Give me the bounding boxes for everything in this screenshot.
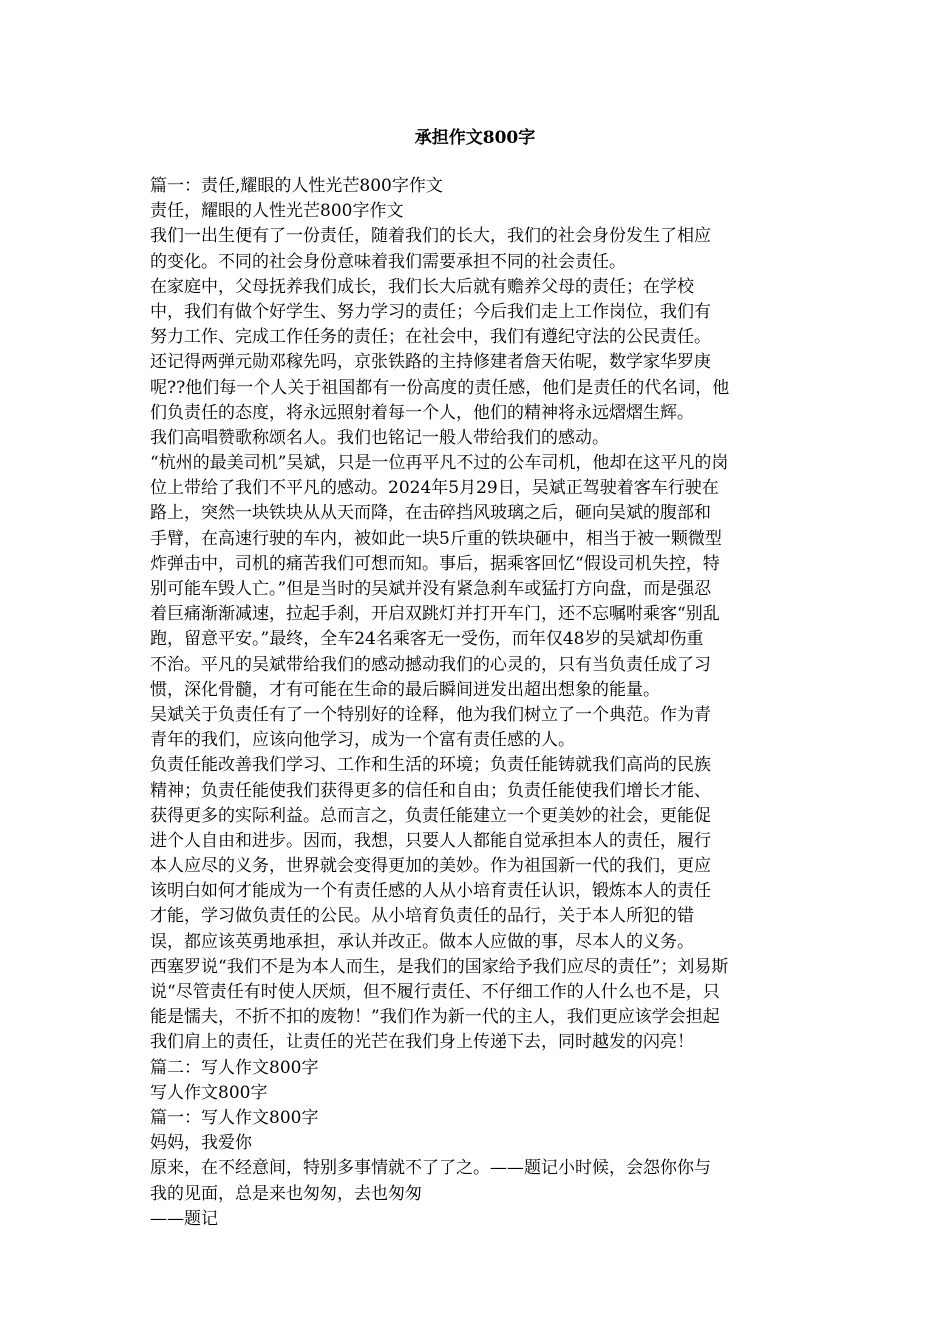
document-body (150, 174, 802, 1232)
text-line: 责任，耀眼的人性光芒800字作文 (150, 201, 404, 222)
text-line: 该明白如何才能成为一个有责任感的人从小培育责任认识，锻炼本人的责任 (150, 881, 711, 902)
text-line: 炸弹击中，司机的痛苦我们可想而知。事后，据乘客回忆“假设司机失控，特 (150, 553, 720, 574)
text-line: 的变化。不同的社会身份意味着我们需要承担不同的社会责任。 (150, 251, 626, 272)
text-line: “杭州的最美司机”吴斌，只是一位再平凡不过的公车司机，他却在这平凡的岗 (150, 453, 729, 474)
text-line: 我们高唱赞歌称颂名人。我们也铭记一般人带给我们的感动。 (150, 427, 609, 448)
text-line: 青年的我们，应该向他学习，成为一个富有责任感的人。 (150, 730, 575, 751)
text-line: 中，我们有做个好学生、努力学习的责任；今后我们走上工作岗位，我们有 (150, 301, 711, 322)
text-line: 别可能车毁人亡。”但是当时的吴斌并没有紧急刹车或猛打方向盘，而是强忍 (150, 579, 712, 599)
text-line: ——题记 (150, 1208, 218, 1229)
section-heading: 篇二：写人作文800字 (150, 1057, 319, 1078)
text-line: 写人作文800字 (150, 1082, 268, 1103)
text-line: 能是懦夫，不折不扣的废物！”我们作为新一代的主人，我们更应该学会担起 (150, 1007, 720, 1028)
text-line: 精神；负责任能使我们获得更多的信任和自由；负责任能使我们增长才能、 (150, 780, 711, 801)
text-line: 误，都应该英勇地承担，承认并改正。做本人应做的事，尽本人的义务。 (150, 931, 694, 952)
text-line: 负责任能改善我们学习、工作和生活的环境；负责任能铸就我们高尚的民族 (150, 755, 711, 776)
text-line: 我们一出生便有了一份责任，随着我们的长大，我们的社会身份发生了相应 (150, 226, 711, 247)
document-title: 承担作文800字 (414, 128, 536, 148)
text-line: 惯，深化骨髓，才有可能在生命的最后瞬间迸发出超出想象的能量。 (150, 679, 660, 700)
text-line: 进个人自由和进步。因而，我想，只要人人都能自觉承担本人的责任，履行 (150, 830, 711, 851)
text-line: 在家庭中，父母抚养我们成长，我们长大后就有赡养父母的责任；在学校 (150, 276, 694, 297)
text-line: 手臂，在高速行驶的车内，被如此一块5斤重的铁块砸中，相当于被一颗微型 (150, 528, 722, 549)
text-line: 们负责任的态度，将永远照射着每一个人，他们的精神将永远熠熠生辉。 (150, 402, 694, 423)
text-line: 篇一：责任,耀眼的人性光芒800字作文 (150, 176, 443, 196)
text-line: 西塞罗说“我们不是为本人而生，是我们的国家给予我们应尽的责任”；刘易斯 (150, 956, 729, 977)
text-line: 本人应尽的义务，世界就会变得更加的美妙。作为祖国新一代的我们，更应 (150, 856, 711, 877)
text-line: 着巨痛渐渐减速，拉起手刹，开启双跳灯并打开车门，还不忘嘱咐乘客“别乱 (150, 604, 720, 625)
text-line: 位上带给了我们不平凡的感动。2024年5月29日，吴斌正驾驶着客车行驶在 (150, 478, 719, 499)
text-line: 努力工作、完成工作任务的责任；在社会中，我们有遵纪守法的公民责任。 (150, 327, 711, 348)
text-line: 还记得两弹元勋邓稼先吗，京张铁路的主持修建者詹天佑呢，数学家华罗庚 (150, 352, 711, 373)
text-line: 吴斌关于负责任有了一个特别好的诠释，他为我们树立了一个典范。作为青 (150, 704, 711, 725)
text-line: 说“尽管责任有时使人厌烦，但不履行责任、不仔细工作的人什么也不是，只 (150, 982, 720, 1002)
text-line: 跑，留意平安。”最终，全车24名乘客无一受伤，而年仅48岁的吴斌却伤重 (150, 629, 704, 650)
section-heading: 篇一：写人作文800字 (150, 1107, 319, 1128)
text-line: 获得更多的实际利益。总而言之，负责任能建立一个更美妙的社会，更能促 (150, 805, 711, 826)
text-line: 妈妈，我爱你 (150, 1133, 252, 1154)
text-line: 我的见面，总是来也匆匆，去也匆匆 (150, 1183, 422, 1204)
text-line: 原来，在不经意间，特别多事情就不了了之。——题记小时候，会怨你你与 (150, 1158, 711, 1179)
text-line: 呢??他们每一个人关于祖国都有一份高度的责任感，他们是责任的代名词，他 (150, 377, 730, 398)
text-line: 不治。平凡的吴斌带给我们的感动撼动我们的心灵的，只有当负责任成了习 (150, 654, 711, 675)
text-line: 才能，学习做负责任的公民。从小培育负责任的品行，关于本人所犯的错 (150, 906, 694, 927)
text-line: 我们肩上的责任，让责任的光芒在我们身上传递下去，同时越发的闪亮！ (150, 1032, 694, 1053)
text-line: 路上，突然一块铁块从从天而降，在击碎挡风玻璃之后，砸向吴斌的腹部和 (150, 503, 711, 524)
